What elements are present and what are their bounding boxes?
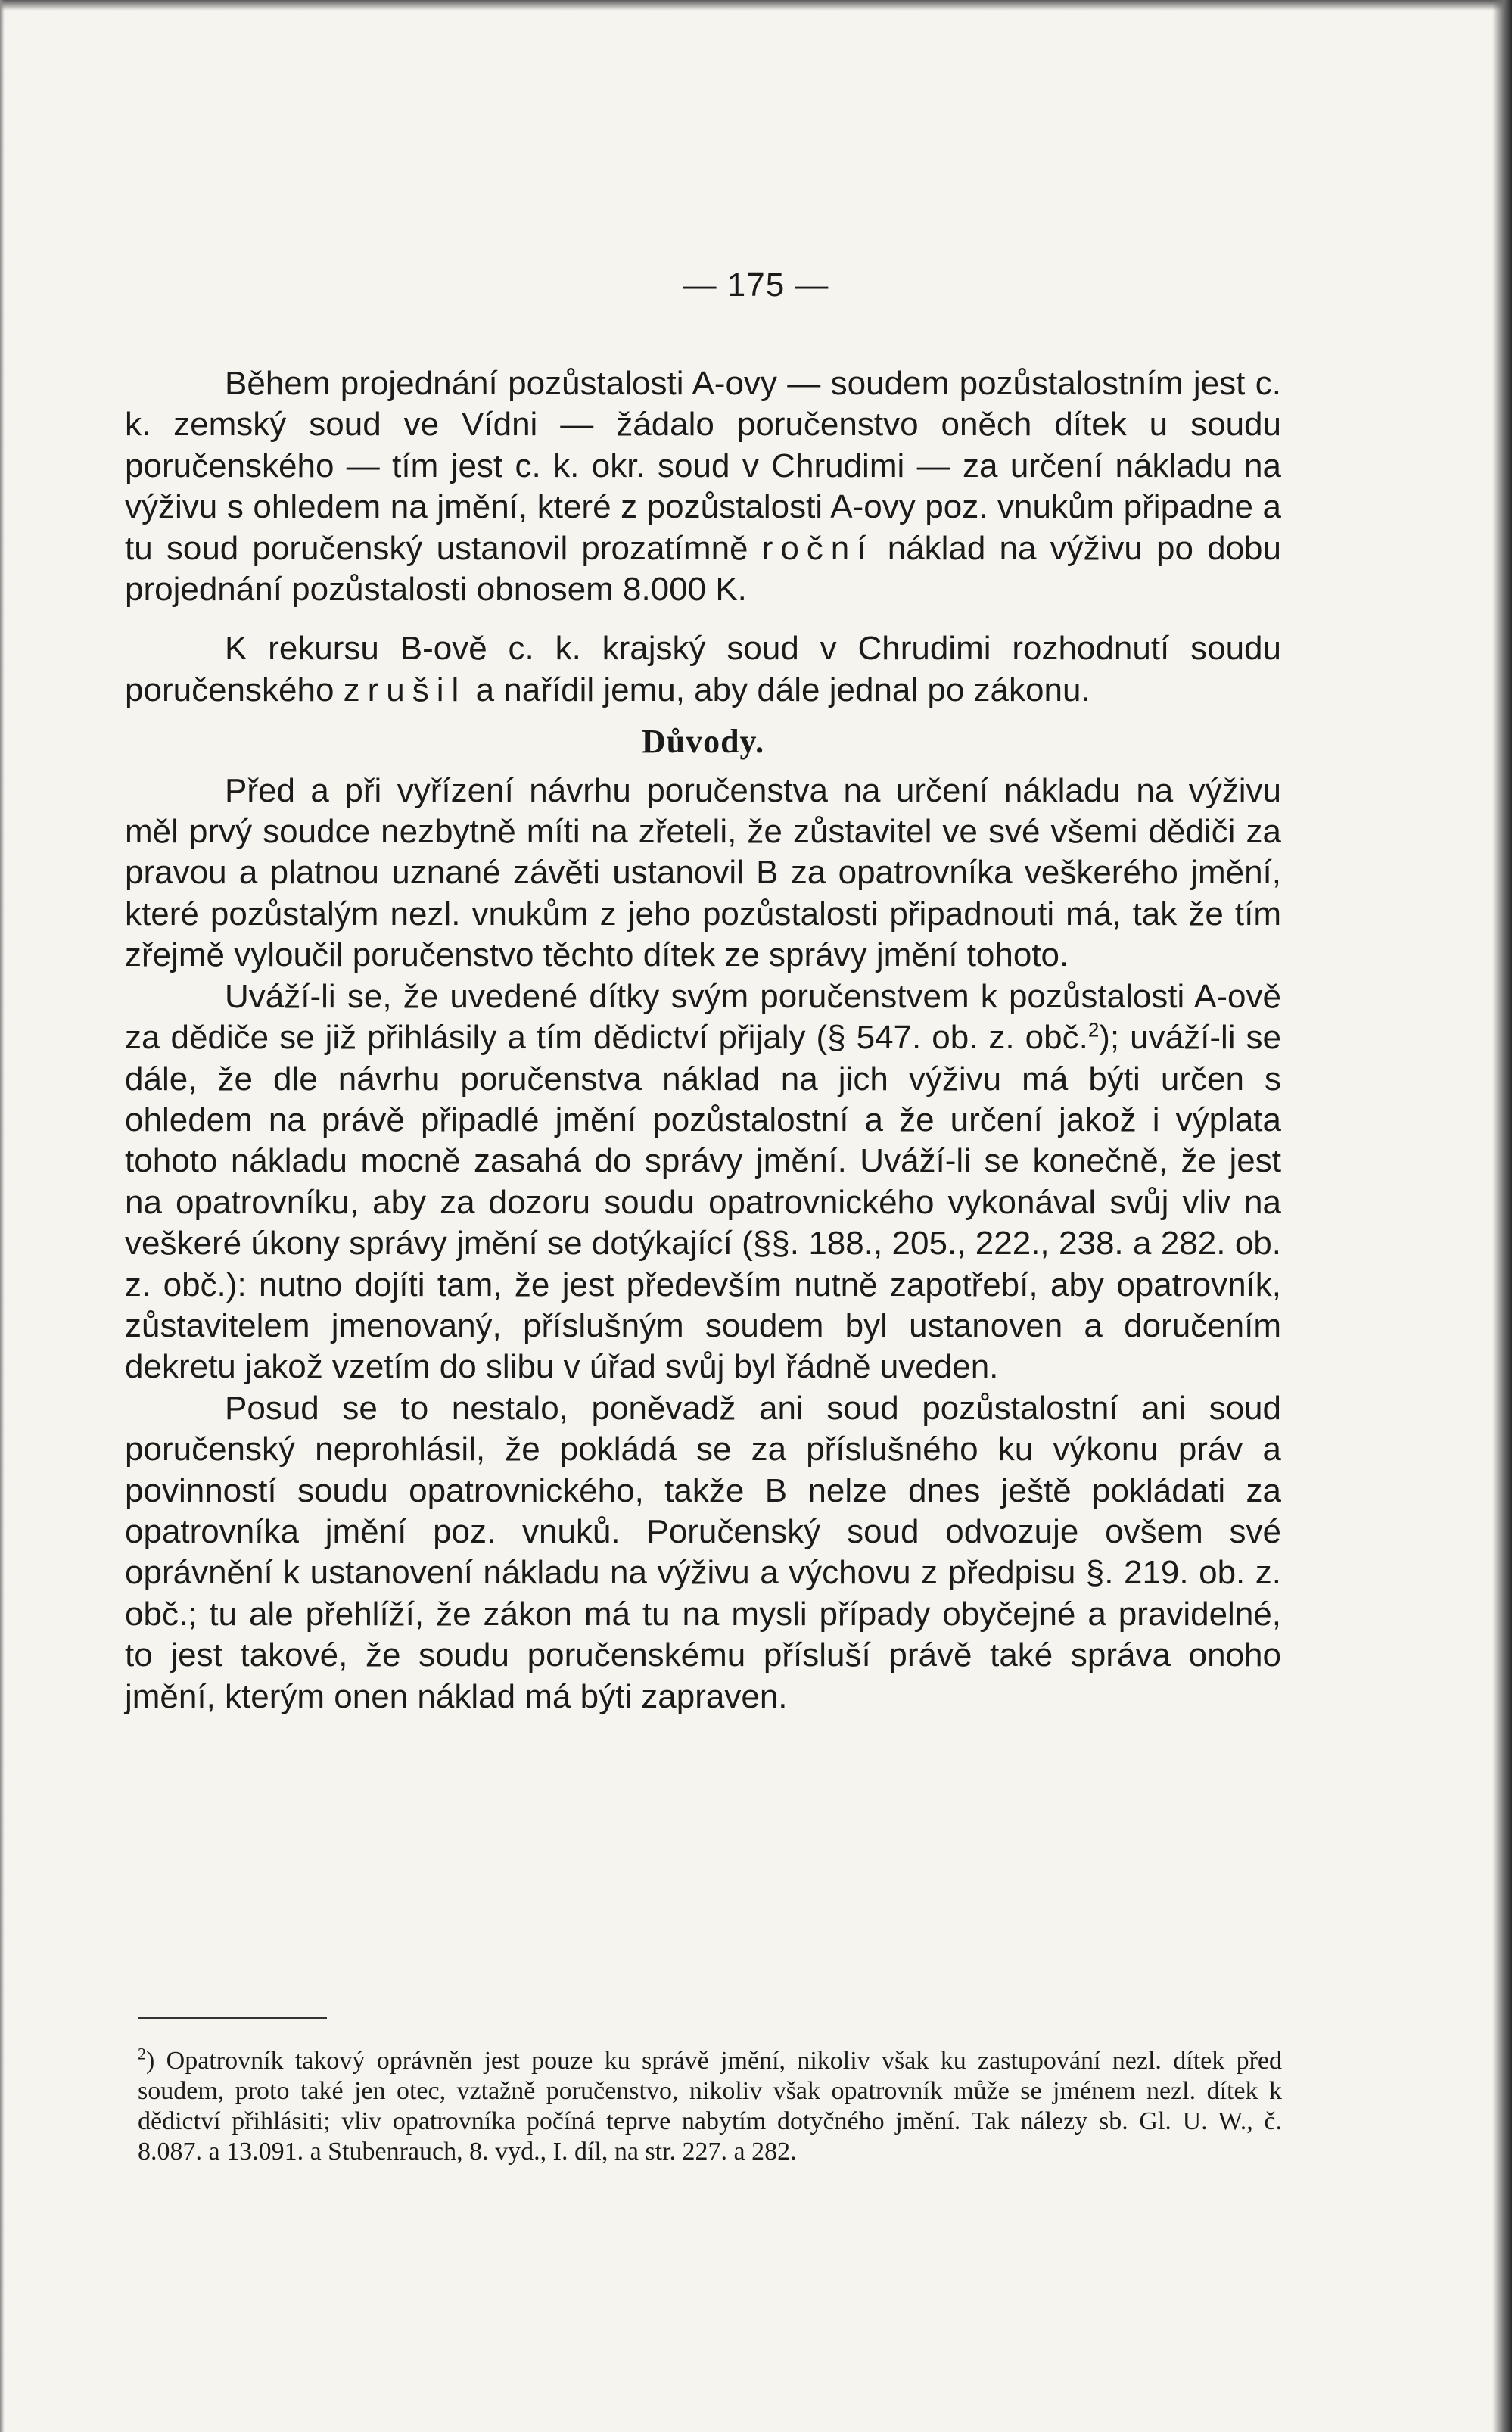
footnote-text: ) Opatrovník takový oprávněn jest pouze ku správě jmění, nikoliv však ku zastupování nezl. dítek před soudem, proto také jen otec, vztažně poručenstvo, nikoliv však opatrovník může se jménem nezl. dítek k dědictví přihlásiti; vliv opatrovníka počíná teprve nabytím dotyčného jmění. Tak nálezy sb. Gl. U. W., č. 8.087. a 13.091. a Stubenrauch, 8. vyd., I. díl, na str. 227. a 282. <box>138 2047 1282 2166</box>
paragraph-gap <box>125 610 1281 628</box>
body-text <box>125 363 1281 1717</box>
footnote <box>138 2046 1282 2167</box>
paragraph-2 <box>125 628 1281 711</box>
paragraph-4-end: ); uváží-li se dále, že dle návrhu poručenstva náklad na jich výživu má býti určen s ohledem na právě připadlé jmění pozůstalostní a že určení jakož i výplata tohoto nákladu mocně zasahá do správy jmění. Uváží-li se konečně, že jest na opatrovníku, aby za dozoru soudu opatrovnického vykonával svůj vliv na veškeré úkony správy jmění se dotýkající (§§. 188., 205., 222., 238. a 282. ob. z. obč.): nutno dojíti tam, že jest především nutně zapotřebí, aby opatrovník, zůstavitelem jmenovaný, příslušným soudem byl ustanoven a doručením dekretu jakož vzetím do slibu v úřad svůj byl řádně uveden. <box>125 1019 1282 1386</box>
paragraph-1-end: náklad na výživu po dobu projednání pozůstalosti obnosem 8.000 K. <box>125 529 1281 609</box>
section-heading: Důvody. <box>641 723 765 761</box>
page-number: — 175 — <box>683 266 829 304</box>
spaced-word-rocni: roční <box>761 529 874 567</box>
paragraph-1 <box>125 363 1281 610</box>
page-left-shadow <box>0 0 5 2432</box>
spaced-word-zrusil: zrušil <box>343 671 467 708</box>
paragraph-2-end: a nařídil jemu, aby dále jednal po zákonu. <box>475 671 1090 708</box>
paragraph-4-start: Uváží-li se, že uvedené dítky svým poručenstvem k pozůstalosti A-ově za dědiče se již přihlásily a tím dědictví přijaly (§ 547. ob. z. obč. <box>125 977 1281 1057</box>
paragraph-3: Před a při vyřízení návrhu poručenstva na určení nákladu na výživu měl prvý soudce nezbytně míti na zřeteli, že zůstavitel ve své všemi dědiči za pravou a platnou uznané závěti ustanovil B za opatrovníka veškerého jmění, které pozůstalým nezl. vnukům z jeho pozůstalosti připadnouti má, tak že tím zřejmě vyloučil poručenstvo těchto dítek ze správy jmění tohoto. <box>125 771 1281 974</box>
footnote-mark: 2 <box>138 2044 146 2063</box>
paragraph-5: Posud se to nestalo, poněvadž ani soud pozůstalostní ani soud poručenský neprohlásil, že pokládá se za příslušného ku výkonu práv a povinností soudu opatrovnického, takže B nelze dnes ještě pokládati za opatrovníka jmění poz. vnuků. Poručenský soud odvozuje ovšem své oprávnění k ustanovení nákladu na výživu a výchovu z předpisu §. 219. ob. z. obč.; tu ale přehlíží, že zákon má tu na mysli případy obyčejné a pravidelné, to jest takové, že soudu poručenskému přísluší právě také správa onoho jmění, kterým onen náklad má býti zapraven. <box>125 1389 1281 1715</box>
footnote-divider <box>138 2017 327 2019</box>
paragraph-2-start: K rekursu B-ově c. k. krajský soud v Chrudimi rozhodnutí soudu poručenského <box>125 630 1281 708</box>
paragraph-1-start: Během projednání pozůstalosti A-ovy — soudem pozůstalostním jest c. k. zemský soud ve Vídni — žádalo poručenstvo oněch dítek u soudu poručenského — tím jest c. k. okr. soud v Chrudimi — za určení nákladu na výživu s ohledem na jmění, které z pozůstalosti A-ovy poz. vnukům připadne a tu soud poručenský ustanovil prozatímně <box>125 365 1281 567</box>
page-top-shadow <box>0 0 1512 11</box>
page-right-shadow <box>1492 0 1512 2432</box>
footnote-reference: 2 <box>1087 1018 1100 1042</box>
paragraph-4 <box>125 976 1281 1388</box>
